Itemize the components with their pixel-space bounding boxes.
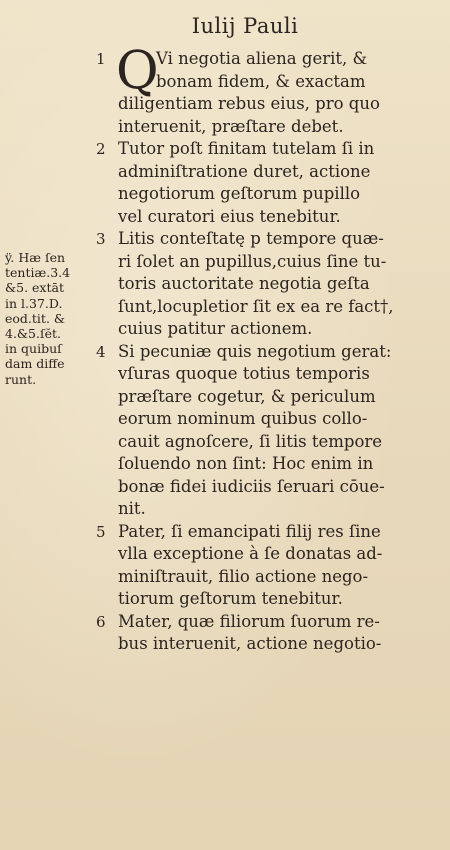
- paragraph-number: 5: [96, 522, 106, 541]
- drop-cap: Q: [116, 41, 159, 101]
- margin-note: [5, 250, 93, 387]
- text-line: vſuras quoque totius temporis: [118, 364, 370, 383]
- text-line: negotiorum geſtorum pupillo: [118, 184, 361, 203]
- text-line: præſtare cogetur, & periculum: [118, 386, 376, 406]
- text-line: bonæ fidei iudiciis ſeruari cōue-: [118, 476, 385, 496]
- margin-note-line: tentiæ.3.4: [5, 265, 71, 281]
- text-line: Tutor poſt finitam tutelam ſi in: [118, 139, 375, 158]
- text-line: ſunt,locupletior ſit ex ea re fact†,: [118, 296, 394, 316]
- margin-note-line: in quibuſ: [5, 341, 62, 357]
- text-line: toris auctoritate negotia geſta: [118, 274, 370, 293]
- text-line: cuius patitur actionem.: [118, 319, 313, 338]
- paragraph: [96, 138, 436, 228]
- margin-note-line: &5. extāt: [5, 280, 64, 296]
- text-line: Litis conteſtatę p tempore quæ-: [118, 229, 384, 248]
- text-line: Vi negotia aliena gerit, &: [156, 49, 368, 68]
- paragraph: [96, 228, 436, 341]
- text-line: Pater, ſi emancipati filij res ſine: [118, 521, 381, 541]
- text-line: cauit agnoſcere, ſi litis tempore: [118, 431, 383, 451]
- paragraph-number: 2: [96, 140, 106, 158]
- main-text: [96, 41, 436, 656]
- text-line: eorum nominum quibus collo-: [118, 409, 368, 428]
- paragraph: [96, 41, 436, 138]
- text-line: nit.: [118, 499, 146, 518]
- text-line: ri ſolet an pupillus,cuius ſine tu-: [118, 251, 387, 271]
- text-line: vlla exceptione à ſe donatas ad-: [118, 544, 383, 563]
- paragraph-number: 1: [96, 50, 106, 68]
- text-line: Si pecuniæ quis negotium gerat:: [118, 341, 392, 361]
- text-line: tiorum geſtorum tenebitur.: [118, 589, 343, 608]
- text-line: ſoluendo non ſint: Hoc enim in: [118, 454, 374, 473]
- paragraph: [96, 341, 436, 521]
- text-line: Mater, quæ filiorum ſuorum re-: [118, 611, 380, 631]
- margin-note-line: runt.: [5, 371, 37, 387]
- paragraph-number: 6: [96, 612, 106, 631]
- paragraph: [96, 521, 436, 611]
- paragraph-number: 3: [96, 230, 106, 248]
- text-line: diligentiam rebus eius, pro quo: [118, 94, 380, 113]
- margin-note-line: in l.37.D.: [5, 295, 63, 311]
- paragraph-number: 4: [96, 342, 106, 361]
- margin-note-line: 4.&5.ſĕt.: [5, 326, 61, 342]
- text-line: bonam fidem, & exactam: [156, 71, 366, 91]
- text-line: miniſtrauit, filio actione nego-: [118, 566, 369, 586]
- text-line: interuenit, præſtare debet.: [118, 116, 344, 136]
- margin-note-line: ÿ. Hæ ſen: [5, 250, 66, 265]
- margin-note-line: eod.tit. &: [5, 310, 66, 326]
- paragraph: [96, 611, 436, 656]
- text-line: bus interuenit, actione negotio-: [118, 634, 382, 653]
- running-head: Iulij Pauli: [191, 14, 299, 38]
- text-line: adminiſtratione duret, actione: [118, 161, 371, 181]
- text-line: vel curatori eius tenebitur.: [118, 206, 341, 226]
- margin-note-line: dam diffe: [5, 356, 65, 372]
